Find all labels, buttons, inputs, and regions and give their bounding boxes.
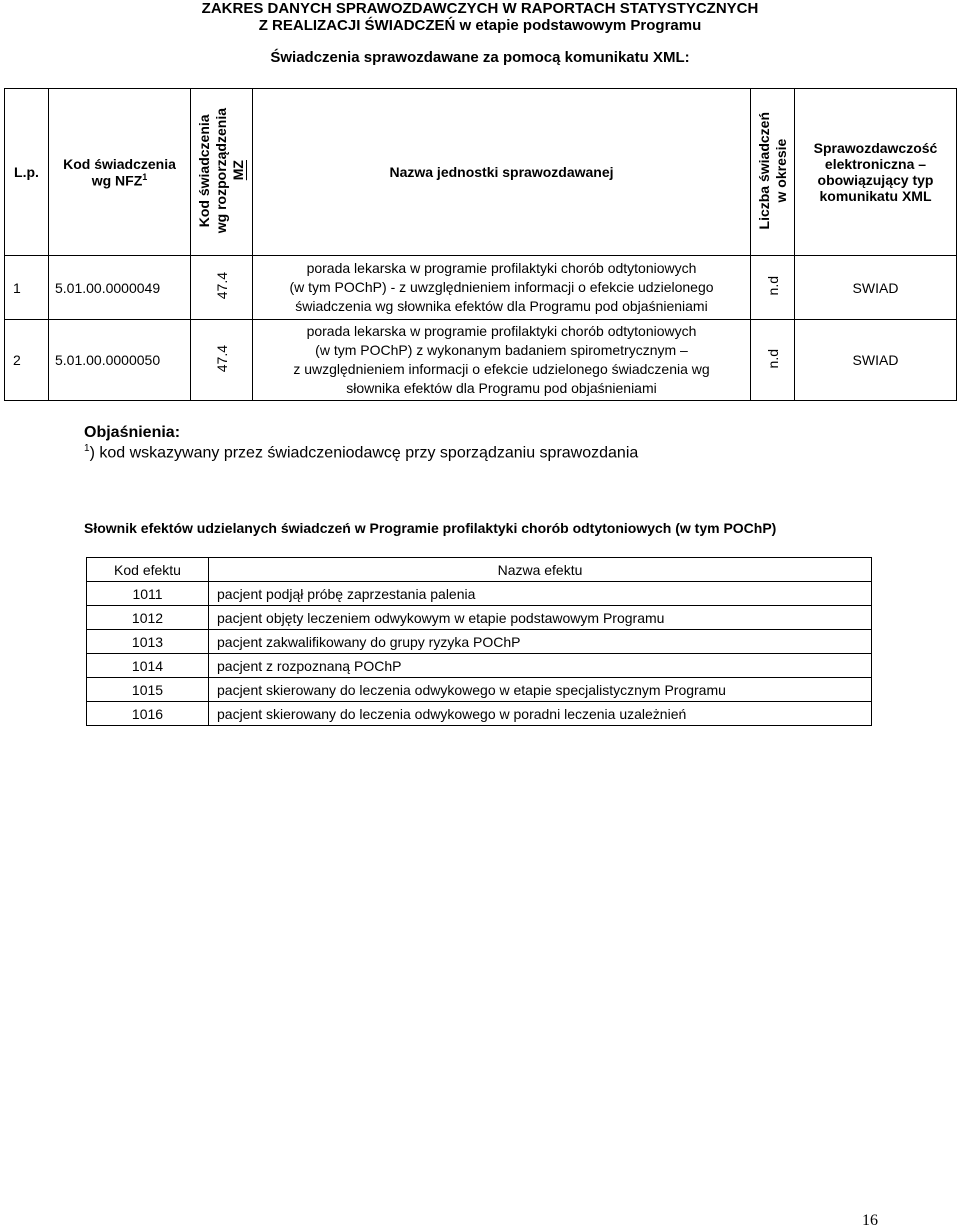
effects-dictionary-table — [86, 557, 872, 726]
row-nazwa: porada lekarska w programie profilaktyki chorób odtytoniowych (w tym POChP) z wykonanym badaniem spirometrycznym – z uwzględnieniem informacji o efekcie udzielonego świadczenia wg słownika efektów dla Programu pod objaśnieniami — [253, 320, 751, 401]
table-row — [87, 582, 872, 606]
header-kod-mz: Kod świadczenia wg rozporządzenia MZ — [191, 89, 253, 256]
effect-name: pacjent skierowany do leczenia odwykowego w etapie specjalistycznym Programu — [209, 678, 872, 702]
row-kod-mz: 47.4 — [191, 320, 253, 401]
effect-name: pacjent z rozpoznaną POChP — [209, 654, 872, 678]
dictionary-header-row — [87, 558, 872, 582]
table-header-row — [5, 89, 957, 256]
table-row — [87, 654, 872, 678]
effect-name: pacjent skierowany do leczenia odwykowego w poradni leczenia uzależnień — [209, 702, 872, 726]
effect-name: pacjent zakwalifikowany do grupy ryzyka POChP — [209, 630, 872, 654]
services-table — [4, 88, 957, 401]
page-number: 16 — [862, 1212, 878, 1229]
effect-code: 1012 — [87, 606, 209, 630]
row-komunikat: SWIAD — [795, 256, 957, 320]
row-nazwa: porada lekarska w programie profilaktyki chorób odtytoniowych (w tym POChP) - z uwzględnieniem informacji o efekcie udzielonego świadczenia wg słownika efektów dla Programu pod objaśnieniami — [253, 256, 751, 320]
table-row — [5, 256, 957, 320]
explanations-text: $^1$) kod wskazywany przez świadczeniodawcę przy sporządzaniu sprawozdania — [84, 443, 639, 462]
header-sprawozdawczosc: Sprawozdawczość elektroniczna – obowiązujący typ komunikatu XML — [795, 89, 957, 256]
header-nazwa: Nazwa jednostki sprawozdawanej — [253, 89, 751, 256]
dictionary-title: Słownik efektów udzielanych świadczeń w Programie profilaktyki chorób odtytoniowych (w tym POChP) — [84, 520, 777, 536]
row-kod-nfz: 5.01.00.0000049 — [49, 256, 191, 320]
explanations-title: Objaśnienia: — [84, 424, 181, 441]
table-row — [5, 320, 957, 401]
title-line-2: Z REALIZACJI ŚWIADCZEŃ w etapie podstawowym Programu — [258, 17, 702, 34]
effect-code: 1015 — [87, 678, 209, 702]
header-kod-efektu: Kod efektu — [87, 558, 209, 582]
title-line-1: ZAKRES DANYCH SPRAWOZDAWCZYCH W RAPORTACH STATYSTYCZNYCH — [201, 0, 759, 17]
header-kod-nfz: Kod świadczenia wg NFZ$^1$ — [49, 89, 191, 256]
document-subtitle: Świadczenia sprawozdawane za pomocą komunikatu XML: — [270, 49, 690, 66]
effect-code: 1014 — [87, 654, 209, 678]
row-lp: 2 — [5, 320, 49, 401]
row-kod-nfz: 5.01.00.0000050 — [49, 320, 191, 401]
table-row — [87, 678, 872, 702]
effect-code: 1011 — [87, 582, 209, 606]
effect-name: pacjent objęty leczeniem odwykowym w etapie podstawowym Programu — [209, 606, 872, 630]
table-row — [87, 630, 872, 654]
row-liczba: n.d — [751, 320, 795, 401]
row-kod-mz: 47.4 — [191, 256, 253, 320]
effect-code: 1013 — [87, 630, 209, 654]
document-title — [0, 0, 960, 34]
row-komunikat: SWIAD — [795, 320, 957, 401]
effect-code: 1016 — [87, 702, 209, 726]
header-nazwa-efektu: Nazwa efektu — [209, 558, 872, 582]
header-liczba: Liczba świadczeń w okresie — [751, 89, 795, 256]
row-lp: 1 — [5, 256, 49, 320]
table-row — [87, 702, 872, 726]
effect-name: pacjent podjął próbę zaprzestania palenia — [209, 582, 872, 606]
header-lp: L.p. — [5, 89, 49, 256]
row-liczba: n.d — [751, 256, 795, 320]
table-row — [87, 606, 872, 630]
